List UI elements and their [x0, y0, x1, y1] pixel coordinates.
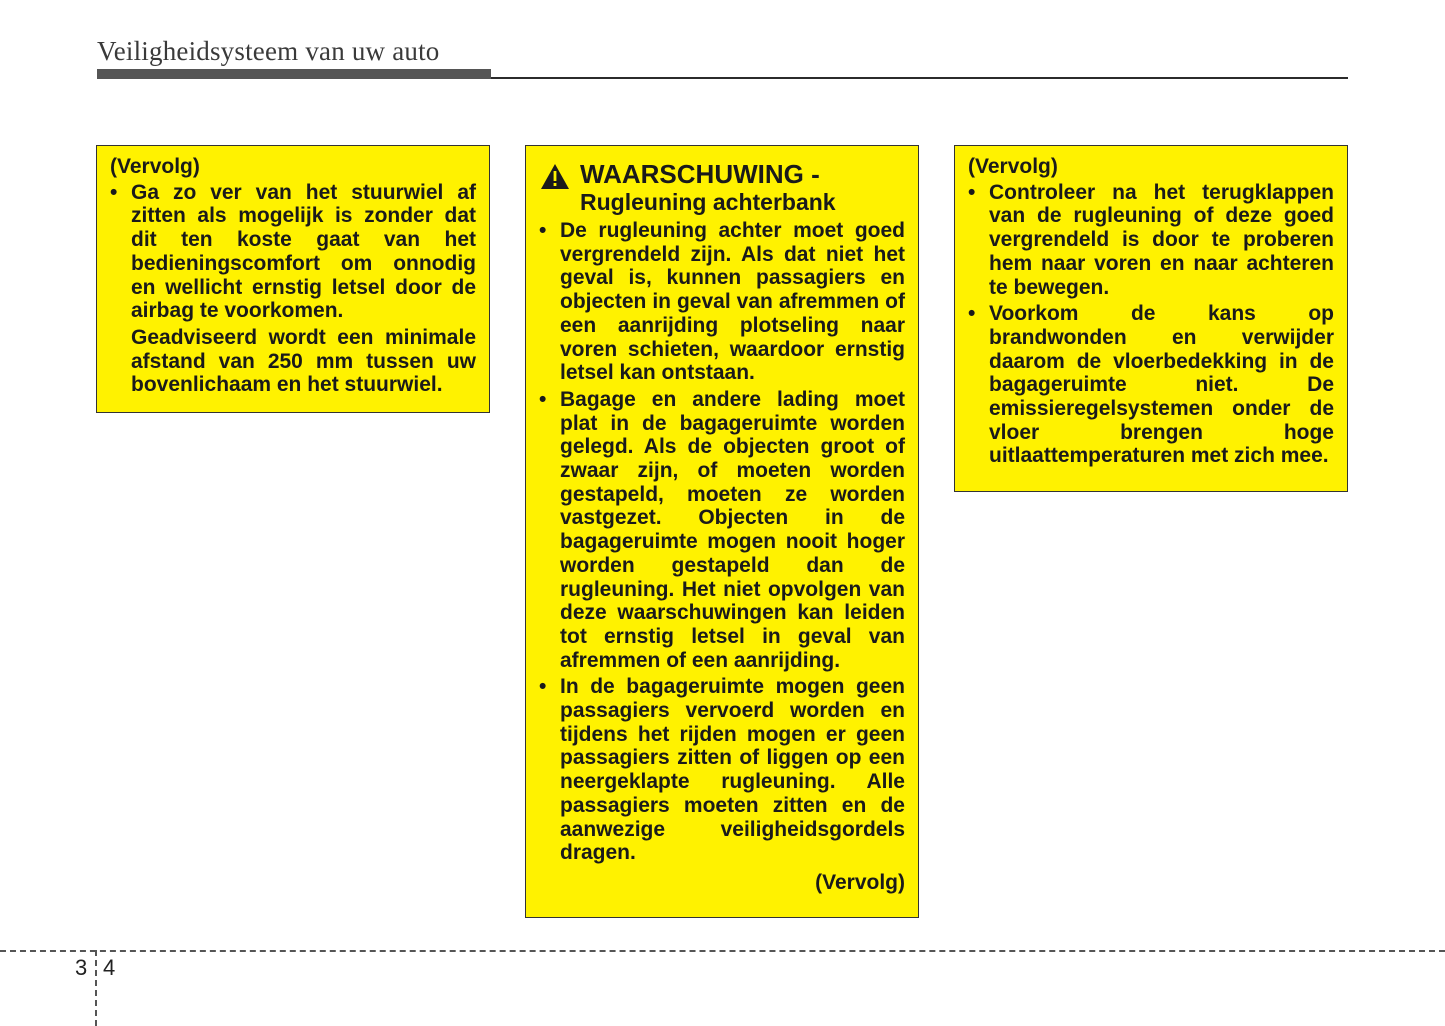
list-item: • Bagage en andere lading moet plat in de bagageruimte worden gelegd. Als de objecten groot of zwaar zijn, of moeten worden gestapeld, moeten ze worden vastgezet. Objecten in de bagageruimte mogen nooit hoger worden gestapeld dan de rugleuning. Het niet opvolgen van deze waarschuwingen kan leiden tot ernstig letsel in geval van afremmen of een aanrijding.: [539, 388, 905, 672]
footer-dashed-separator: [95, 950, 97, 1026]
continued-label: (Vervolg): [968, 155, 1058, 178]
list-item: • Voorkom de kans op brandwonden en verwijder daarom de vloerbedekking in de bagageruimte niet. De emissieregelsystemen onder de vloer brengen hoge uitlaattemperaturen met zich mee.: [968, 302, 1334, 468]
page-header-title: Veiligheidsysteem van uw auto: [97, 36, 440, 66]
continued-label: (Vervolg): [815, 870, 905, 894]
bullet-list: [110, 181, 476, 397]
continued-label: (Vervolg): [110, 155, 200, 178]
warning-title: WAARSCHUWING -: [580, 159, 820, 189]
continued-warning-box-right: [954, 145, 1348, 492]
footer-dashed-rule: [0, 950, 1445, 952]
list-item: [110, 181, 476, 397]
warning-heading: [539, 160, 905, 215]
list-item: • Controleer na het terugklappen van de rugleuning of deze goed vergrendeld is door te proberen hem naar voren en naar achteren te bewegen.: [968, 181, 1334, 300]
bullet-list: [539, 219, 905, 865]
bullet-extra-text: Geadviseerd wordt een minimale afstand van 250 mm tussen uw bovenlichaam en het stuurwiel.: [131, 325, 476, 397]
bullet-text: Ga zo ver van het stuurwiel af zitten als mogelijk is zonder dat dit ten koste gaat van het bedieningscomfort om onnodig en wellicht ernstig letsel door de airbag te voorkomen.: [131, 180, 476, 323]
page-number: 4: [103, 955, 116, 980]
header-accent-bar: [97, 69, 491, 79]
warning-box-rear-seatback: [525, 145, 919, 918]
list-item: • In de bagageruimte mogen geen passagiers vervoerd worden en tijdens het rijden mogen er geen passagiers zitten of liggen op een neergeklapte rugleuning. Alle passagiers moeten zitten en de aanwezige veiligheidsgordels dragen.: [539, 675, 905, 865]
warning-triangle-icon: [540, 163, 570, 190]
warning-subtitle: Rugleuning achterbank: [580, 189, 836, 215]
bullet-list: [968, 181, 1334, 468]
page-section-number: 3: [75, 955, 88, 980]
list-item: • De rugleuning achter moet goed vergrendeld zijn. Als dat niet het geval is, kunnen passagiers en objecten in geval van afremmen of een aanrijding plotseling naar voren schieten, waardoor ernstig letsel kan ontstaan.: [539, 219, 905, 385]
continued-warning-box-left: [96, 145, 490, 413]
